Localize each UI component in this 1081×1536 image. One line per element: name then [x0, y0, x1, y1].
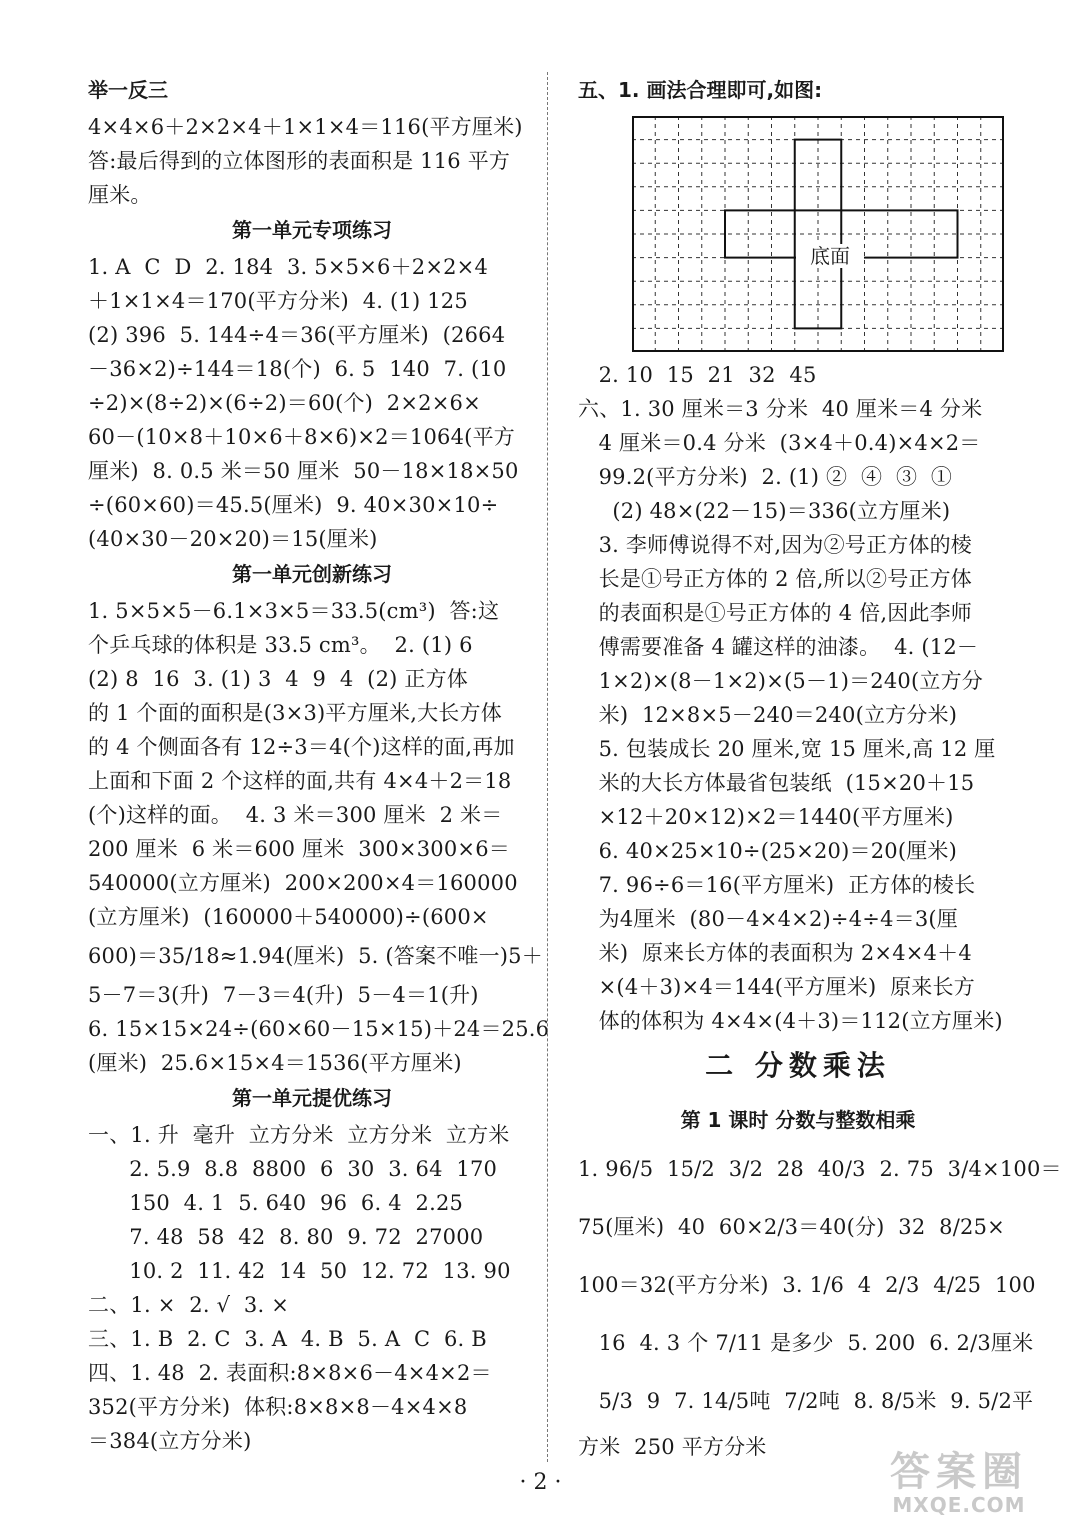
answer-line: 1. A C D 2. 184 3. 5×5×6＋2×2×4 [88, 255, 489, 279]
answer-line: (立方厘米) (160000＋540000)÷(600× [88, 905, 489, 929]
left-column [88, 72, 550, 1458]
answer-line: 的 1 个面的面积是(3×3)平方厘米,大长方体 [88, 701, 502, 725]
answer-line: 长是①号正方体的 2 倍,所以②号正方体 [578, 567, 973, 591]
answer-line: (厘米) 25.6×15×4＝1536(平方厘米) [88, 1051, 462, 1075]
section-heading: 第一单元提优练习 [232, 1086, 392, 1110]
answer-line: 5. 包装成长 20 厘米,宽 15 厘米,高 12 厘 [578, 737, 996, 761]
column-divider [547, 72, 548, 1462]
answer-line: 的表面积是①号正方体的 4 倍,因此李师 [578, 601, 973, 625]
answer-line: 米的大长方体最省包装纸 (15×20＋15 [578, 771, 975, 795]
answer-line: 四、1. 48 2. 表面积:8×8×6－4×4×2＝ [88, 1361, 492, 1385]
answer-line: 600)＝35/18≈1.94(厘米) 5. (答案不唯一)5＋ [88, 944, 543, 968]
answer-line: 二、1. × 2. √ 3. × [88, 1293, 290, 1317]
page-number: · 2 · [519, 1470, 562, 1495]
answer-line: 1×2)×(8－1×2)×(5－1)＝240(立方分 [578, 669, 983, 693]
right-column [578, 72, 1062, 1464]
answer-line: 4 厘米＝0.4 分米 (3×4＋0.4)×4×2＝ [578, 431, 981, 455]
answer-line: 10. 2 11. 42 14 50 12. 72 13. 90 [88, 1259, 511, 1283]
section-heading: 第一单元创新练习 [232, 562, 392, 586]
answer-line: ＝384(立方分米) [88, 1429, 252, 1453]
answer-line: ×(4＋3)×4＝144(平方厘米) 原来长方 [578, 975, 975, 999]
answer-line: 352(平方分米) 体积:8×8×8－4×4×8 [88, 1395, 468, 1419]
answer-line: 99.2(平方分米) 2. (1) ② ④ ③ ① [578, 465, 953, 489]
answer-line: (2) 8 16 3. (1) 3 4 9 4 (2) 正方体 [88, 667, 469, 691]
answer-line: 6. 15×15×24÷(60×60－15×15)＋24＝25.6 [88, 1017, 550, 1041]
answer-line: 1. 5×5×5－6.1×3×5＝33.5(cm³) 答:这 [88, 599, 500, 623]
watermark-text: 答案圈 [890, 1449, 1028, 1495]
answer-line: 5/3 9 7. 14/5吨 7/2吨 8. 8/5米 9. 5/2平 [578, 1389, 1034, 1413]
answer-line: 5－7＝3(升) 7－3＝4(升) 5－4＝1(升) [88, 983, 479, 1007]
answer-line: 为4厘米 (80－4×4×2)÷4÷4＝3(厘 [578, 907, 958, 931]
answer-line: ÷(60×60)＝45.5(厘米) 9. 40×30×10÷ [88, 493, 499, 517]
answer-line: 150 4. 1 5. 640 96 6. 4 2.25 [88, 1191, 464, 1215]
answer-line: 7. 96÷6＝16(平方厘米) 正方体的棱长 [578, 873, 976, 897]
answer-line: 三、1. B 2. C 3. A 4. B 5. A C 6. B [88, 1327, 487, 1351]
answer-line: (2) 48×(22－15)＝336(立方厘米) [578, 499, 951, 523]
answer-line: 6. 40×25×10÷(25×20)＝20(厘米) [578, 839, 958, 863]
answer-line: 75(厘米) 40 60×2/3＝40(分) 32 8/25× [578, 1215, 1005, 1239]
answer-line: 方米 250 平方分米 [578, 1435, 767, 1459]
answer-line: ×12＋20×12)×2＝1440(平方厘米) [578, 805, 954, 829]
answer-line: 16 4. 3 个 7/11 是多少 5. 200 6. 2/3厘米 [578, 1331, 1034, 1355]
answer-line: 3. 李师傅说得不对,因为②号正方体的棱 [578, 533, 973, 557]
answer-line: (2) 396 5. 144÷4＝36(平方厘米) (2664 [88, 323, 506, 347]
answer-line: 六、1. 30 厘米＝3 分米 40 厘米＝4 分米 [578, 397, 983, 421]
answer-line: ＋1×1×4＝170(平方分米) 4. (1) 125 [88, 289, 468, 313]
answer-line: 米) 12×8×5－240＝240(立方分米) [578, 703, 958, 727]
answer-line: 上面和下面 2 个这样的面,共有 4×4＋2＝18 [88, 769, 512, 793]
base-face-label: 底面 [796, 244, 864, 268]
net-grid-figure [632, 116, 1004, 352]
answer-line: 的 4 个侧面各有 12÷3＝4(个)这样的面,再加 [88, 735, 515, 759]
section-heading: 五、1. 画法合理即可,如图: [578, 78, 823, 102]
answer-line: 2. 5.9 8.8 8800 6 30 3. 64 170 [88, 1157, 498, 1181]
answer-line: 体的体积为 4×4×(4＋3)＝112(立方厘米) [578, 1009, 1003, 1033]
answer-line: 一、1. 升 毫升 立方分米 立方分米 立方米 [88, 1123, 510, 1147]
answer-line: 200 厘米 6 米＝600 厘米 300×300×6＝ [88, 837, 510, 861]
answer-line: 7. 48 58 42 8. 80 9. 72 27000 [88, 1225, 484, 1249]
answer-line: ÷2)×(8÷2)×(6÷2)＝60(个) 2×2×6× [88, 391, 481, 415]
answer-line: 540000(立方厘米) 200×200×4＝160000 [88, 871, 518, 895]
answer-line: 米) 原来长方体的表面积为 2×4×4＋4 [578, 941, 972, 965]
chapter-title: 二 分数乘法 [705, 1049, 891, 1082]
answer-line: 60－(10×8＋10×6＋8×6)×2＝1064(平方 [88, 425, 515, 449]
answer-line: 答:最后得到的立体图形的表面积是 116 平方 [88, 149, 511, 173]
watermark-url: MXQE.COM [892, 1493, 1026, 1517]
answer-line: 个乒乓球的体积是 33.5 cm³。 2. (1) 6 [88, 633, 473, 657]
answer-line: －36×2)÷144＝18(个) 6. 5 140 7. (10 [88, 357, 507, 381]
answer-line: 100＝32(平方分米) 3. 1/6 4 2/3 4/25 100 [578, 1273, 1036, 1297]
answer-line: (40×30－20×20)＝15(厘米) [88, 527, 378, 551]
section-heading: 第 1 课时 分数与整数相乘 [680, 1108, 916, 1132]
answer-line: 厘米。 [88, 183, 152, 207]
answer-line: 傅需要准备 4 罐这样的油漆。 4. (12－ [578, 635, 979, 659]
section-heading: 第一单元专项练习 [232, 218, 392, 242]
watermark-logo [859, 1450, 1059, 1520]
answer-line: (个)这样的面。 4. 3 米＝300 厘米 2 米＝ [88, 803, 503, 827]
answer-line: 4×4×6＋2×2×4＋1×1×4＝116(平方厘米) [88, 115, 523, 139]
answer-line: 厘米) 8. 0.5 米＝50 厘米 50－18×18×50 [88, 459, 519, 483]
answer-line: 2. 10 15 21 32 45 [578, 363, 817, 387]
answer-line: 1. 96/5 15/2 3/2 28 40/3 2. 75 3/4×100＝ [578, 1157, 1062, 1181]
section-heading: 举一反三 [88, 78, 168, 102]
